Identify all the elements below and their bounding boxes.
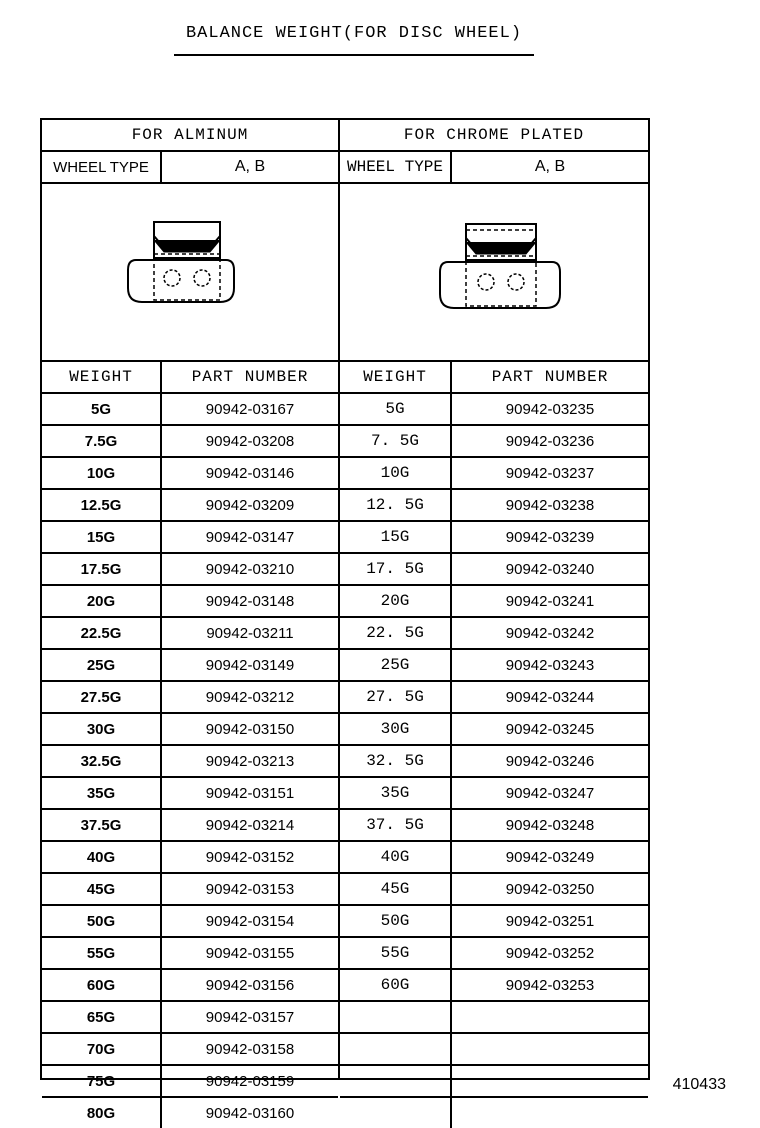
part-number-cell [452, 1034, 648, 1064]
table-row [340, 938, 648, 970]
weight-cell: 37. 5G [340, 810, 452, 840]
weight-cell: 70G [42, 1034, 162, 1064]
weight-cell: 22. 5G [340, 618, 452, 648]
parts-sheet [40, 118, 650, 1122]
table-row [42, 810, 338, 842]
part-number-cell [452, 1002, 648, 1032]
part-number-cell: 90942-03243 [505, 656, 595, 674]
part-number-cell: 90942-03239 [505, 528, 595, 546]
part-number-cell: 90942-03152 [205, 848, 295, 866]
weight-cell: 22.5G [42, 618, 162, 648]
table-row [42, 1002, 338, 1034]
table-row [340, 746, 648, 778]
part-number-header: PART NUMBER [491, 368, 609, 386]
wheel-type-value: A, B [234, 158, 266, 175]
table-row [340, 618, 648, 650]
weight-cell: 27. 5G [340, 682, 452, 712]
weight-cell: 35G [42, 778, 162, 808]
weight-cell: 60G [42, 970, 162, 1000]
table-row [340, 1034, 648, 1066]
part-number-cell: 90942-03241 [505, 592, 595, 610]
weight-cell: 12. 5G [340, 490, 452, 520]
weight-cell: 30G [42, 714, 162, 744]
weight-cell: 25G [340, 650, 452, 680]
weight-cell: 50G [42, 906, 162, 936]
part-number-cell [452, 1098, 648, 1128]
table-row [340, 650, 648, 682]
page-title: BALANCE WEIGHT(FOR DISC WHEEL) [185, 24, 523, 43]
weight-cell: 32. 5G [340, 746, 452, 776]
aluminum-column-headers [42, 362, 338, 394]
aluminum-table [40, 118, 340, 1122]
table-row [42, 1066, 338, 1098]
part-number-cell: 90942-03211 [206, 624, 294, 642]
weight-cell: 15G [340, 522, 452, 552]
part-number-cell: 90942-03249 [505, 848, 595, 866]
table-row [340, 554, 648, 586]
weight-cell: 55G [42, 938, 162, 968]
part-number-cell: 90942-03167 [205, 400, 295, 418]
table-row [42, 522, 338, 554]
weight-cell: 7.5G [42, 426, 162, 456]
part-number-cell: 90942-03244 [505, 688, 595, 706]
part-number-cell: 90942-03155 [205, 944, 295, 962]
table-row [42, 682, 338, 714]
part-number-cell: 90942-03154 [205, 912, 295, 930]
table-row [340, 490, 648, 522]
part-number-cell: 90942-03208 [205, 432, 295, 450]
table-row [42, 842, 338, 874]
part-number-cell: 90942-03250 [505, 880, 595, 898]
weight-cell [340, 1098, 452, 1128]
part-number-cell: 90942-03247 [505, 784, 595, 802]
part-number-cell: 90942-03242 [505, 624, 595, 642]
chrome-weight-figure [340, 184, 648, 362]
table-row [42, 938, 338, 970]
weight-cell: 20G [340, 586, 452, 616]
part-number-cell: 90942-03245 [505, 720, 595, 738]
table-row [42, 906, 338, 938]
table-row [42, 586, 338, 618]
weight-cell [340, 1002, 452, 1032]
part-number-cell: 90942-03248 [505, 816, 595, 834]
table-row [340, 874, 648, 906]
part-number-cell: 90942-03235 [505, 400, 595, 418]
table-row [42, 618, 338, 650]
part-number-cell: 90942-03253 [505, 976, 595, 994]
wheel-type-value: A, B [534, 158, 566, 175]
table-row [340, 842, 648, 874]
weight-cell: 75G [42, 1066, 162, 1096]
part-number-cell: 90942-03150 [205, 720, 295, 738]
part-number-cell: 90942-03149 [205, 656, 295, 674]
part-number-cell: 90942-03159 [205, 1072, 295, 1090]
part-number-cell: 90942-03214 [205, 816, 295, 834]
weight-cell: 25G [42, 650, 162, 680]
part-number-cell: 90942-03158 [205, 1040, 295, 1058]
table-row [42, 554, 338, 586]
weight-cell: 27.5G [42, 682, 162, 712]
table-row [340, 458, 648, 490]
weight-cell: 65G [42, 1002, 162, 1032]
aluminum-weight-figure [42, 184, 338, 362]
table-row [42, 874, 338, 906]
table-row [340, 426, 648, 458]
weight-cell: 40G [42, 842, 162, 872]
balance-weight-drawing-icon [42, 184, 338, 360]
part-number-cell: 90942-03213 [205, 752, 295, 770]
weight-cell: 5G [42, 394, 162, 424]
aluminum-wheel-type-row [42, 152, 338, 184]
table-row [340, 714, 648, 746]
part-number-cell: 90942-03156 [205, 976, 295, 994]
part-number-cell: 90942-03160 [205, 1104, 295, 1122]
wheel-type-label: WHEEL TYPE [42, 152, 162, 182]
weight-cell: 10G [340, 458, 452, 488]
weight-cell: 37.5G [42, 810, 162, 840]
weight-cell: 5G [340, 394, 452, 424]
weight-cell: 17.5G [42, 554, 162, 584]
diagram-code: 410433 [672, 1076, 726, 1093]
part-number-cell: 90942-03252 [505, 944, 595, 962]
aluminum-rows [42, 394, 338, 1128]
part-number-cell: 90942-03210 [205, 560, 295, 578]
part-number-cell: 90942-03238 [505, 496, 595, 514]
weight-cell: 30G [340, 714, 452, 744]
weight-cell: 45G [42, 874, 162, 904]
weight-cell: 35G [340, 778, 452, 808]
weight-cell [340, 1034, 452, 1064]
part-number-header: PART NUMBER [191, 368, 309, 386]
table-row [340, 394, 648, 426]
weight-cell: 50G [340, 906, 452, 936]
part-number-cell: 90942-03153 [205, 880, 295, 898]
weight-cell: 32.5G [42, 746, 162, 776]
weight-cell: 80G [42, 1098, 162, 1128]
part-number-cell: 90942-03209 [205, 496, 295, 514]
part-number-cell: 90942-03148 [205, 592, 295, 610]
chrome-column-headers [340, 362, 648, 394]
weight-cell: 15G [42, 522, 162, 552]
chrome-wheel-type-row [340, 152, 648, 184]
part-number-cell: 90942-03157 [205, 1008, 295, 1026]
table-row [340, 1002, 648, 1034]
weight-cell: 7. 5G [340, 426, 452, 456]
aluminum-header: FOR ALMINUM [42, 120, 338, 152]
table-row [42, 650, 338, 682]
table-row [42, 714, 338, 746]
wheel-type-label: WHEEL TYPE [340, 152, 452, 182]
table-row [42, 394, 338, 426]
weight-header: WEIGHT [42, 362, 162, 392]
weight-cell: 60G [340, 970, 452, 1000]
part-number-cell: 90942-03151 [205, 784, 295, 802]
table-row [340, 906, 648, 938]
table-row [42, 458, 338, 490]
table-row [42, 426, 338, 458]
weight-cell: 12.5G [42, 490, 162, 520]
table-row [42, 746, 338, 778]
table-row [340, 810, 648, 842]
balance-weight-drawing-icon [340, 184, 648, 360]
chrome-table [338, 118, 650, 1080]
weight-cell: 40G [340, 842, 452, 872]
table-row [340, 1066, 648, 1098]
table-row [340, 586, 648, 618]
table-row [42, 778, 338, 810]
part-number-cell: 90942-03146 [205, 464, 295, 482]
part-number-cell: 90942-03246 [505, 752, 595, 770]
part-number-cell: 90942-03240 [505, 560, 595, 578]
part-number-cell: 90942-03237 [505, 464, 595, 482]
part-number-cell: 90942-03251 [505, 912, 595, 930]
table-row [42, 970, 338, 1002]
table-row [340, 1098, 648, 1128]
part-number-cell [452, 1066, 648, 1096]
table-row [340, 970, 648, 1002]
part-number-cell: 90942-03236 [505, 432, 595, 450]
weight-cell: 55G [340, 938, 452, 968]
table-row [340, 682, 648, 714]
weight-cell [340, 1066, 452, 1096]
part-number-cell: 90942-03147 [205, 528, 295, 546]
table-row [42, 1098, 338, 1128]
table-row [42, 1034, 338, 1066]
weight-cell: 45G [340, 874, 452, 904]
weight-header: WEIGHT [340, 362, 452, 392]
table-row [340, 778, 648, 810]
chrome-rows [340, 394, 648, 1128]
weight-cell: 17. 5G [340, 554, 452, 584]
title-underline [174, 54, 534, 56]
weight-cell: 20G [42, 586, 162, 616]
table-row [42, 490, 338, 522]
weight-cell: 10G [42, 458, 162, 488]
chrome-header: FOR CHROME PLATED [340, 120, 648, 152]
part-number-cell: 90942-03212 [205, 688, 295, 706]
table-row [340, 522, 648, 554]
